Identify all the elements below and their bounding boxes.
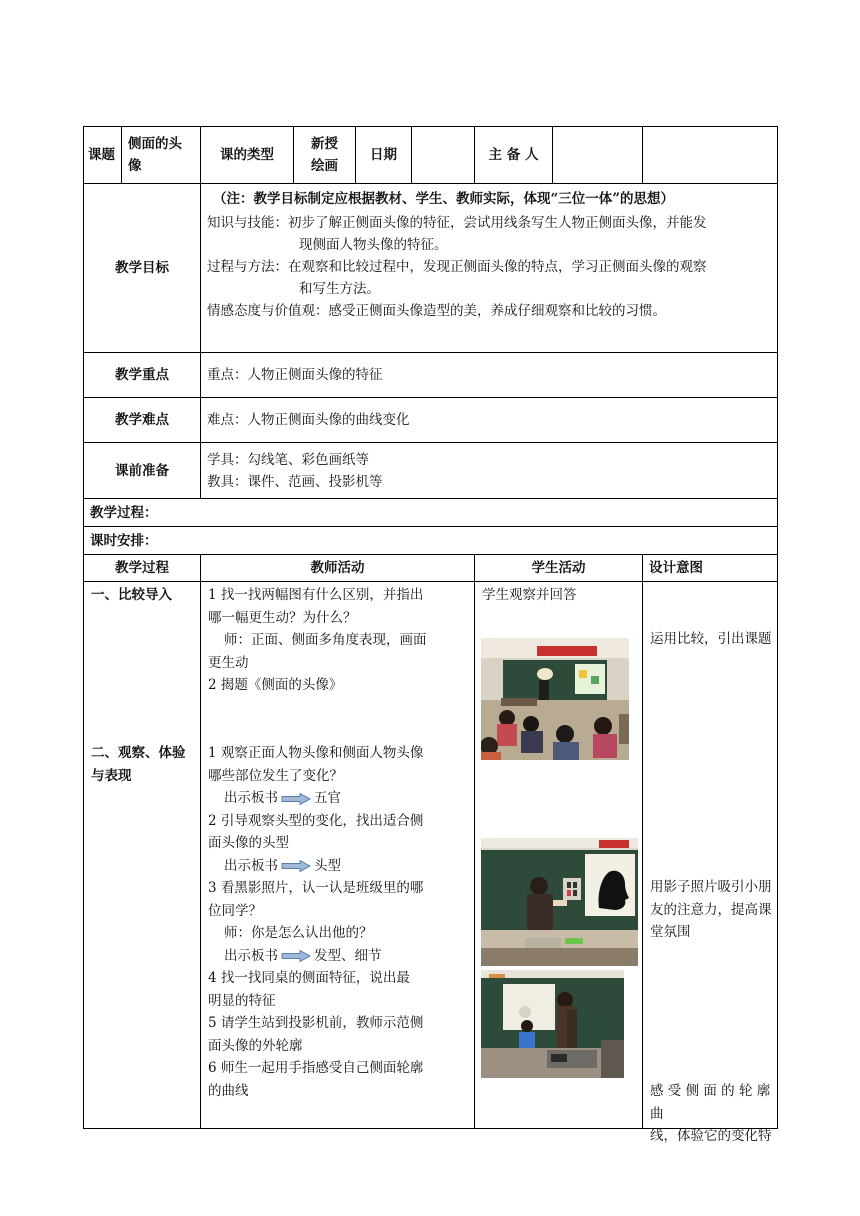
teacher-activity-part2: 1 观察正面人物头像和侧面人物头像 哪些部位发生了变化？ 出示板书 五官 2 引导观察头型的变化，找出适合侧 面头像的头型 出示板书 头型 3 看黑影照片，认一认是班级里的哪 位同学？ 师：你是怎么认出他的？ 出示板书 发型、细节 4 找一找同桌的侧面特征，说出最 明显的特征 5 请学生站到投影机前，教师示范侧 面头像的外轮廓 6 师生一起用手指感受自己侧面轮廓 的曲线 [208,742,469,1102]
type-value: 新授绘画 [294,127,356,184]
process-line: 过程与方法：在观察和比较过程中，发现正侧面头像的特点，学习正侧面头像的观察 [207,259,707,275]
type-label: 课的类型 [201,127,294,184]
preparation-students: 学具：勾线笔、彩色画纸等 [207,451,369,468]
col-header-teacher: 教师活动 [201,555,475,582]
schedule-title: 课时安排： [84,527,778,555]
objectives-note: （注：教学目标制定应根据教材、学生、教师实际，体现“三位一体”的思想） [213,191,675,207]
extra-cell [643,127,778,184]
difficulty-row [84,398,778,443]
arrow-right-icon [281,793,311,805]
col-header-process: 教学过程 [84,555,201,582]
col-header-student: 学生活动 [475,555,643,582]
lesson-value: 侧面的头像 [122,127,201,184]
date-value [412,127,475,184]
process-body-row [84,582,778,1129]
lesson-label: 课题 [84,127,122,184]
intent-1: 运用比较，引出课题 [650,631,772,647]
teacher-activity-cell [201,582,475,1129]
preparation-content [201,443,778,499]
key-point-label: 教学重点 [84,353,201,398]
process-steps-cell [84,582,201,1129]
objectives-label: 教学目标 [84,184,201,353]
date-label: 日期 [356,127,412,184]
process-title: 教学过程： [84,499,778,527]
preparation-label: 课前准备 [84,443,201,499]
preparer-label: 主 备 人 [475,127,553,184]
board-line-1: 出示板书 五官 [224,790,341,806]
knowledge-line-2: 现侧面人物头像的特征。 [299,237,448,253]
arrow-right-icon [281,860,311,872]
process-line-2: 和写生方法。 [299,281,380,297]
key-point-row [84,353,778,398]
col-header-intent: 设计意图 [643,555,778,582]
objectives-content [201,184,778,353]
student-activity-cell [475,582,643,1129]
student-activity-1: 学生观察并回答 [482,587,577,603]
objectives-row [84,184,778,353]
design-intent-cell [643,582,778,1144]
difficulty-value: 难点：人物正侧面头像的曲线变化 [201,398,778,443]
knowledge-line: 知识与技能：初步了解正侧面头像的特征，尝试用线条写生人物正侧面头像，并能发 [207,215,707,231]
board-line-2: 出示板书 头型 [224,857,341,874]
classroom-photo-1 [481,638,629,760]
emotion-line: 情感态度与价值观：感受正侧面头像造型的美，养成仔细观察和比较的习惯。 [207,303,666,319]
process-header-row [84,555,778,582]
teacher-activity-part1: 1 找一找两幅图有什么区别，并指出 哪一幅更生动？为什么？ 师：正面、侧面多角度表现，画面 更生动 2 揭题《侧面的头像》 [208,587,427,693]
difficulty-label: 教学难点 [84,398,201,443]
classroom-photo-3 [481,970,624,1078]
lesson-plan-table [83,126,778,1144]
board-line-3: 出示板书 发型、细节 [224,947,382,964]
preparation-row [84,443,778,499]
process-title-row [84,499,778,527]
preparation-teacher: 教具：课件、范画、投影机等 [207,473,383,490]
classroom-photo-2 [481,838,638,966]
arrow-right-icon [281,950,311,962]
intent-2: 用影子照片吸引小朋 友的注意力，提高课 堂氛围 [650,879,772,940]
key-point-value: 重点：人物正侧面头像的特征 [201,353,778,398]
step1-title: 一、比较导入 [91,587,172,603]
schedule-title-row [84,527,778,555]
header-row [84,127,778,184]
step2-title: 二、观察、体验 与表现 [91,745,186,784]
intent-3: 感 受 侧 面 的 轮 廓 曲 线，体验它的变化特 [650,1083,772,1144]
preparer-value [553,127,643,184]
